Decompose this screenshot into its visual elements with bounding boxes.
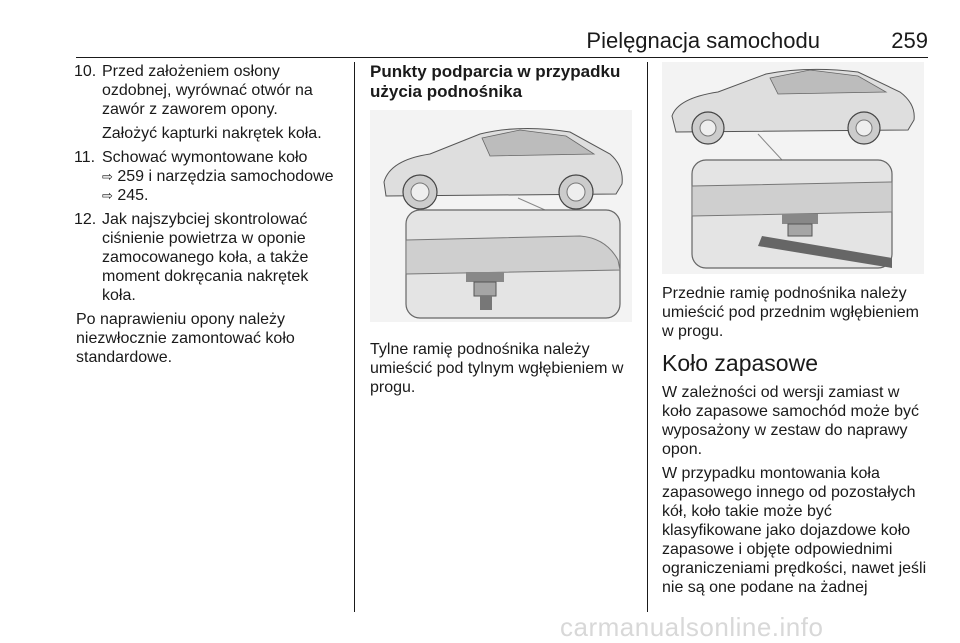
- middle-column: [370, 62, 636, 402]
- section-heading: Punkty podparcia w przypadku użycia podnośnika: [370, 62, 621, 101]
- paragraph: W zależności od wersji zamiast w koło zapasowe samochód może być wyposażony w zestaw do naprawy opon.: [662, 384, 920, 458]
- page-header: [76, 22, 928, 54]
- list-item-10: [76, 62, 344, 119]
- list-item-11: [76, 148, 344, 205]
- reference-arrow-icon[interactable]: ⇨: [102, 188, 113, 203]
- reference-arrow-icon[interactable]: ⇨: [102, 169, 113, 184]
- list-number: 11.: [74, 149, 96, 166]
- watermark-text: carmanualsonline.info: [560, 612, 824, 642]
- page-number: 259: [891, 28, 928, 53]
- front-jack-point-figure: [662, 62, 924, 274]
- paragraph: Po naprawieniu opony należy niezwłocznie zamontować koło standardowe.: [76, 311, 295, 366]
- column-divider-1: [354, 62, 355, 612]
- list-number: 12.: [74, 211, 97, 228]
- list-text: Schować wymontowane koło: [102, 149, 308, 166]
- list-text: Przed założeniem osłony ozdobnej, wyrównać otwór na zawór z zaworem opony.: [102, 63, 313, 118]
- header-divider: [76, 57, 928, 58]
- list-text: Jak najszybciej skontrolować ciśnienie powietrza w oponie zamocowanego koła, a także moment dokręcania nakrętek koła.: [102, 211, 309, 304]
- paragraph: W przypadku montowania koła zapasowego innego od pozostałych kół, koło takie może być klasyfikowane jako dojazdowe koło zapasowe i objęte odpowiednimi ograniczeniami prędkości, nawet jeśli nie są one podane na żadnej: [662, 465, 927, 596]
- figure-caption: Przednie ramię podnośnika należy umieścić pod przednim wgłębieniem w progu.: [662, 285, 920, 340]
- list-subtext: Założyć kapturki nakrętek koła.: [102, 125, 322, 142]
- left-column: [76, 62, 344, 372]
- page-reference[interactable]: 259 i narzędzia samochodowe: [117, 168, 334, 185]
- rear-jack-point-figure: [370, 110, 632, 322]
- right-column: [662, 62, 930, 602]
- list-number: 10.: [74, 63, 97, 80]
- list-item-12: [76, 210, 344, 305]
- page-title: Pielęgnacja samochodu: [586, 28, 820, 53]
- column-divider-2: [647, 62, 648, 612]
- figure-caption: Tylne ramię podnośnika należy umieścić pod tylnym wgłębieniem w progu.: [370, 341, 624, 396]
- page-reference[interactable]: 245.: [117, 187, 149, 204]
- section-heading: Koło zapasowe: [662, 350, 818, 376]
